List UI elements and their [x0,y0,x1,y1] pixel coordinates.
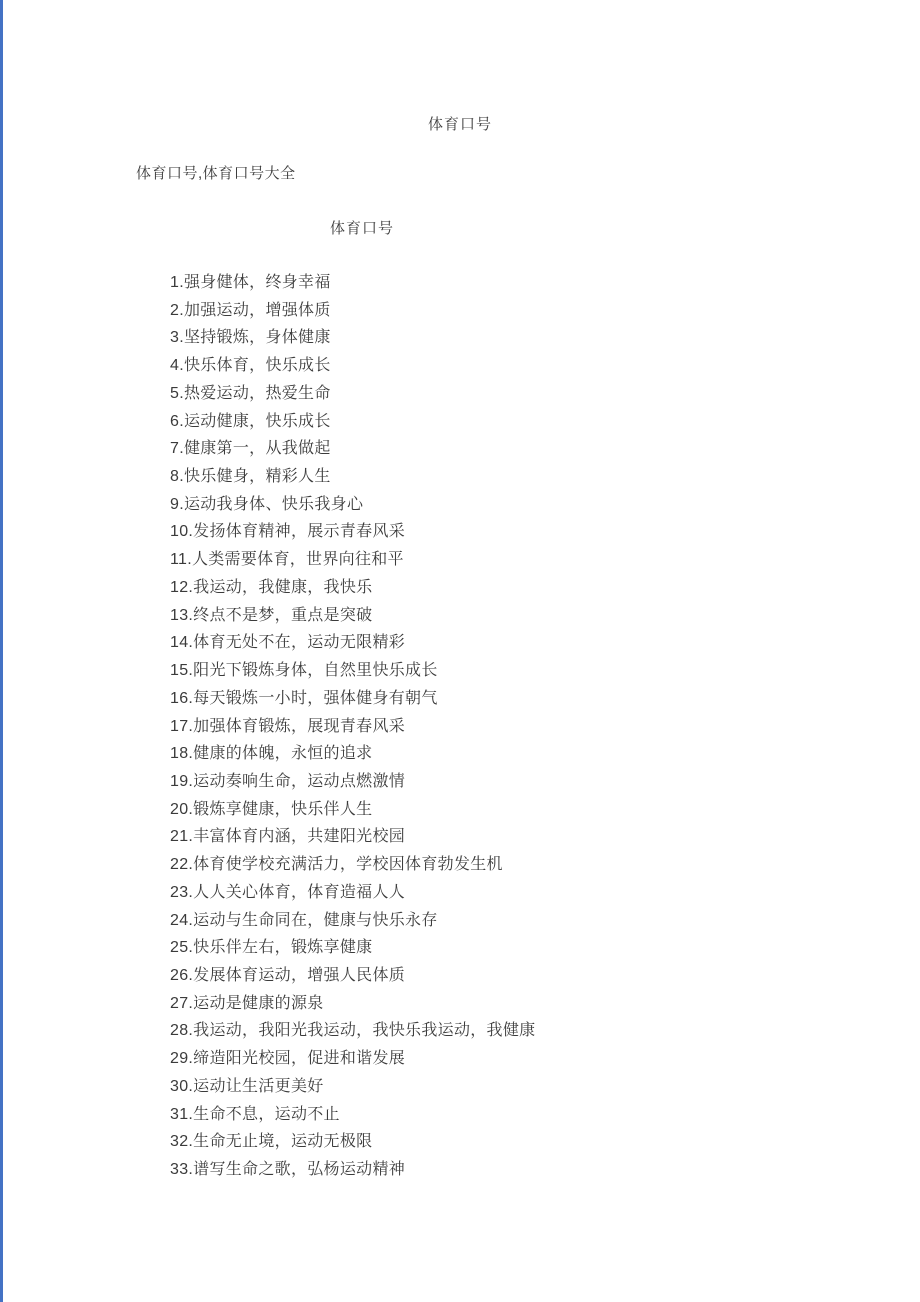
list-item: 15.阳光下锻炼身体，自然里快乐成长 [170,662,438,680]
list-item: 11.人类需要体育，世界向往和平 [170,551,404,569]
list-item: 6.运动健康，快乐成长 [170,412,331,430]
list-item: 16.每天锻炼一小时，强体健身有朝气 [170,689,438,707]
list-item: 24.运动与生命同在，健康与快乐永存 [170,911,438,929]
list-item: 31.生命不息，运动不止 [170,1105,340,1123]
list-item: 21.丰富体育内涵，共建阳光校园 [170,828,406,846]
list-item: 8.快乐健身，精彩人生 [170,468,331,486]
list-item: 25.快乐伴左右，锻炼享健康 [170,939,373,957]
list-item: 27.运动是健康的源泉 [170,994,324,1012]
list-item: 18.健康的体魄，永恒的追求 [170,745,373,763]
list-item: 17.加强体育锻炼，展现青春风采 [170,717,406,735]
list-item: 7.健康第一，从我做起 [170,440,331,458]
list-item: 20.锻炼享健康，快乐伴人生 [170,800,373,818]
intro-text: 体育口号,体育口号大全 [136,165,296,182]
list-item: 30.运动让生活更美好 [170,1077,324,1095]
list-item: 10.发扬体育精神，展示青春风采 [170,523,406,541]
list-item: 26.发展体育运动，增强人民体质 [170,966,406,984]
list-item: 3.坚持锻炼，身体健康 [170,329,331,347]
list-item: 33.谱写生命之歌，弘杨运动精神 [170,1161,406,1178]
list-item: 2.加强运动，增强体质 [170,301,331,319]
section-title: 体育口号 [330,220,395,237]
list-item: 9.运动我身体、快乐我身心 [170,495,364,513]
list-item: 4.快乐体育，快乐成长 [170,357,331,375]
list-item: 29.缔造阳光校园，促进和谐发展 [170,1050,406,1068]
list-item: 13.终点不是梦，重点是突破 [170,606,373,624]
left-border-accent [0,0,3,1302]
list-item: 5.热爱运动，热爱生命 [170,384,331,402]
slogan-list [170,269,850,1184]
page-title: 体育口号 [427,116,492,133]
list-item: 23.人人关心体育，体育造福人人 [170,883,406,901]
list-item: 22.体育使学校充满活力，学校因体育勃发生机 [170,856,503,874]
list-item: 28.我运动，我阳光我运动，我快乐我运动，我健康 [170,1022,536,1040]
list-item: 19.运动奏响生命，运动点燃激情 [170,772,406,790]
list-item: 14.体育无处不在，运动无限精彩 [170,634,406,652]
list-item: 32.生命无止境，运动无极限 [170,1133,373,1151]
list-item: 1.强身健体，终身幸福 [170,274,331,291]
list-item: 12.我运动，我健康，我快乐 [170,578,373,596]
